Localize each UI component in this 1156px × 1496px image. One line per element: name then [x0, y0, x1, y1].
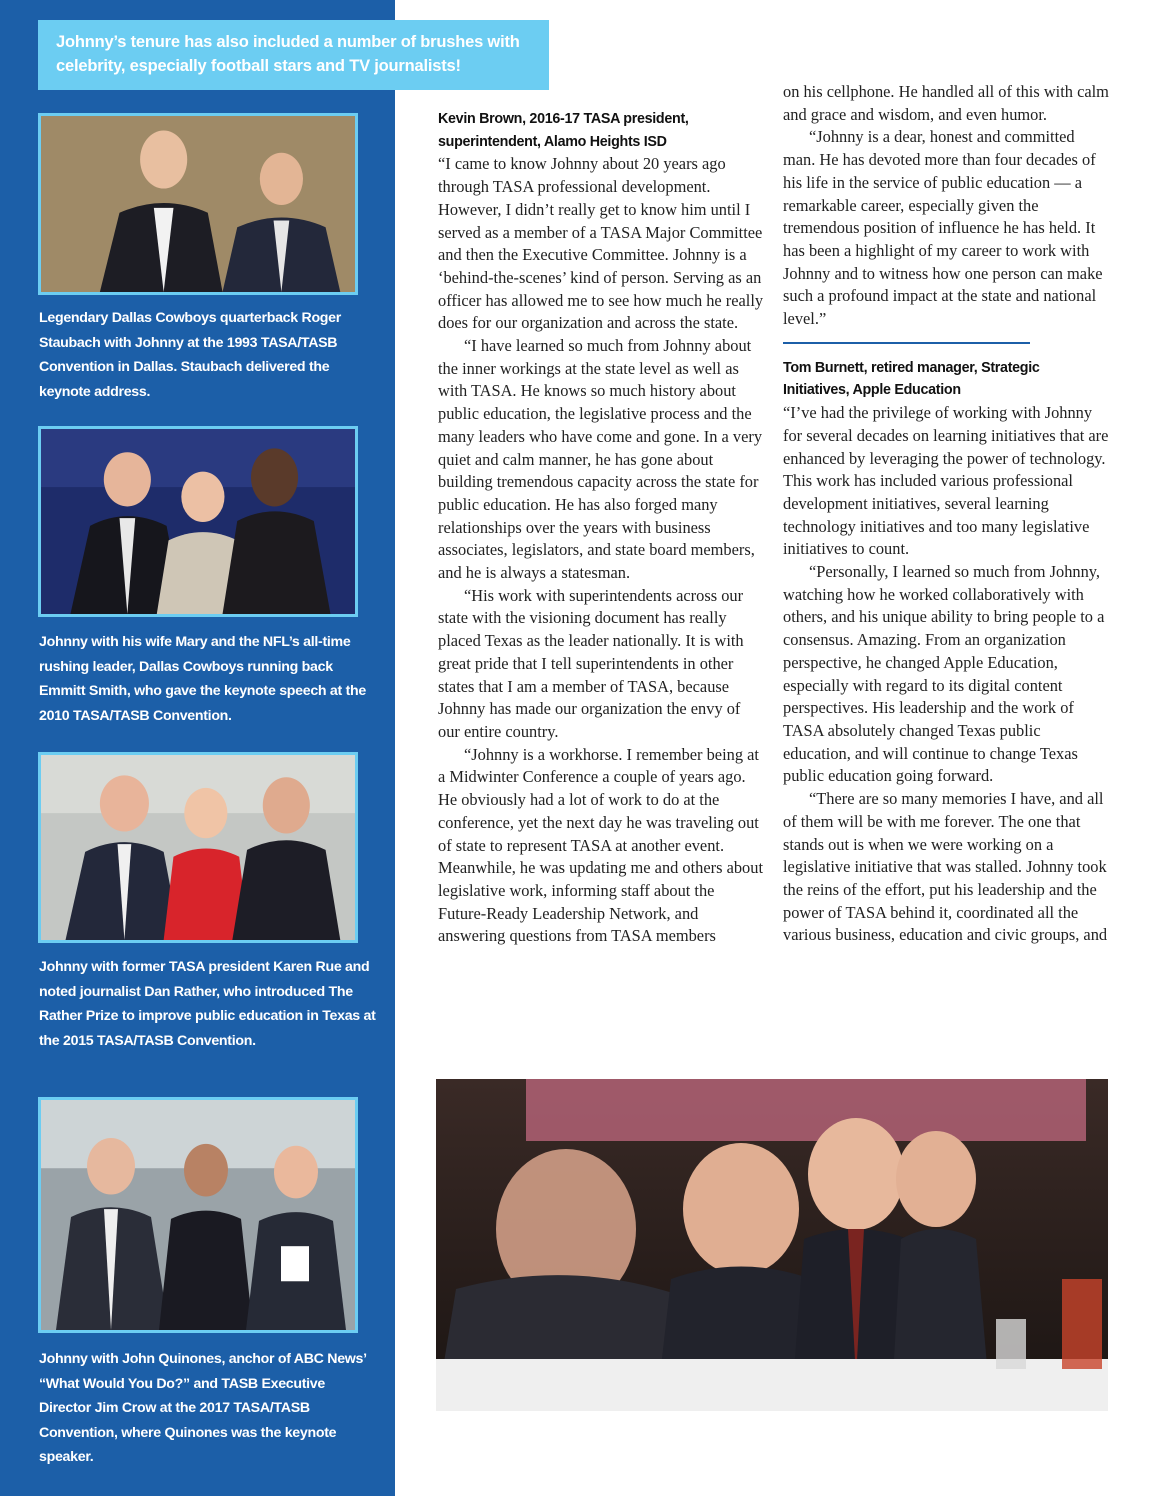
byline-kevin-brown: Kevin Brown, 2016-17 TASA president, superintendent, Alamo Heights ISD [438, 111, 689, 150]
photo-meeting [436, 1079, 1108, 1411]
paragraph: “Personally, I learned so much from Johnny, watching how he worked collaboratively with others, and his unique ability to bring people to a consensus. Amazing. From an organization perspective, he changed Apple Education, especially with regard to its digital content perspectives. His leadership and the work of TASA absolutely changed Texas public education, and will continue to change Texas public education going forward. [783, 562, 1105, 786]
photo-dan-rather [38, 752, 358, 943]
byline-tom-burnett: Tom Burnett, retired manager, Strategic Initiatives, Apple Education [783, 359, 1040, 399]
paragraph: “I’ve had the privilege of working with Johnny for several decades on learning initiatives that are enhanced by leveraging the power of technology. This work has included various professional development initiatives, several learning technology initiatives and too many legislative initiatives to count. [783, 403, 1109, 559]
paragraph: “There are so many memories I have, and all of them will be with me forever. The one that stands out is when we were working on a legislative initiative that was stalled. Johnny took the reins of the effort, put his leadership and the power of TASA behind it, coordinated all the various business, education and civic groups, and [783, 789, 1108, 945]
paragraph-continued: on his cellphone. He handled all of this with calm and grace and wisdom, and even humor. [783, 82, 1109, 124]
photo-john-quinones [38, 1097, 358, 1333]
paragraph: “I came to know Johnny about 20 years ago through TASA professional development. However, I didn’t really get to know him until I served as a member of a TASA Major Committee and then the Executive Committee. Johnny is a ‘behind-the-scenes’ kind of person. Serving as an officer has allowed me to see how much he really does for our organization and across the state. [438, 154, 764, 333]
sidebar-callout: Johnny’s tenure has also included a number of brushes with celebrity, especially football stars and TV journalists! [38, 20, 549, 90]
photo-staubach [38, 113, 358, 295]
caption-emmitt-smith: Johnny with his wife Mary and the NFL’s all-time rushing leader, Dallas Cowboys running back Emmitt Smith, who gave the keynote speech at the 2010 TASA/TASB Convention. [39, 634, 366, 724]
caption-john-quinones: Johnny with John Quinones, anchor of ABC News’ “What Would You Do?” and TASB Executive Director Jim Crow at the 2017 TASA/TASB Convention, where Quinones was the keynote speaker. [39, 1351, 366, 1465]
paragraph: “I have learned so much from Johnny about the inner workings at the state level as well as with TASA. He knows so much history about public education, the legislative process and the many leaders who have come and gone. In a very quiet and calm manner, he has gone about building tremendous capacity across the state for public education. He has also forged many relationships over the years with business associates, legislators, and state board members, and he is always a statesman. [438, 336, 763, 583]
article-column-2 [783, 81, 1109, 947]
photo-emmitt-smith [38, 426, 358, 617]
paragraph: “His work with superintendents across our state with the visioning document has really placed Texas as the leader nationally. It is with great pride that I tell superintendents in other states that I am a member of TASA, because Johnny has made our organization the envy of our entire country. [438, 585, 744, 741]
section-divider [783, 342, 1030, 344]
paragraph: “Johnny is a workhorse. I remember being at a Midwinter Conference a couple of years ago. He obviously had a lot of work to do at the conference, yet the next day he was traveling out of state to represent TASA at another event. Meanwhile, he was updating me and others about legislative work, informing staff about the Future-Ready Leadership Network, and answering questions from TASA members [438, 744, 763, 946]
photo-sidebar [0, 0, 395, 1496]
caption-staubach: Legendary Dallas Cowboys quarterback Roger Staubach with Johnny at the 1993 TASA/TASB Convention in Dallas. Staubach delivered the keynote address. [39, 310, 341, 400]
caption-dan-rather: Johnny with former TASA president Karen Rue and noted journalist Dan Rather, who introduced The Rather Prize to improve public education in Texas at the 2015 TASA/TASB Convention. [39, 959, 376, 1049]
article-column-1 [438, 108, 766, 948]
paragraph: “Johnny is a dear, honest and committed man. He has devoted more than four decades of his life in the service of public education — a remarkable career, especially given the tremendous position of influence he has held. It has been a highlight of my career to work with Johnny and to witness how one person can make such a profound impact at the state and national level.” [783, 127, 1103, 329]
